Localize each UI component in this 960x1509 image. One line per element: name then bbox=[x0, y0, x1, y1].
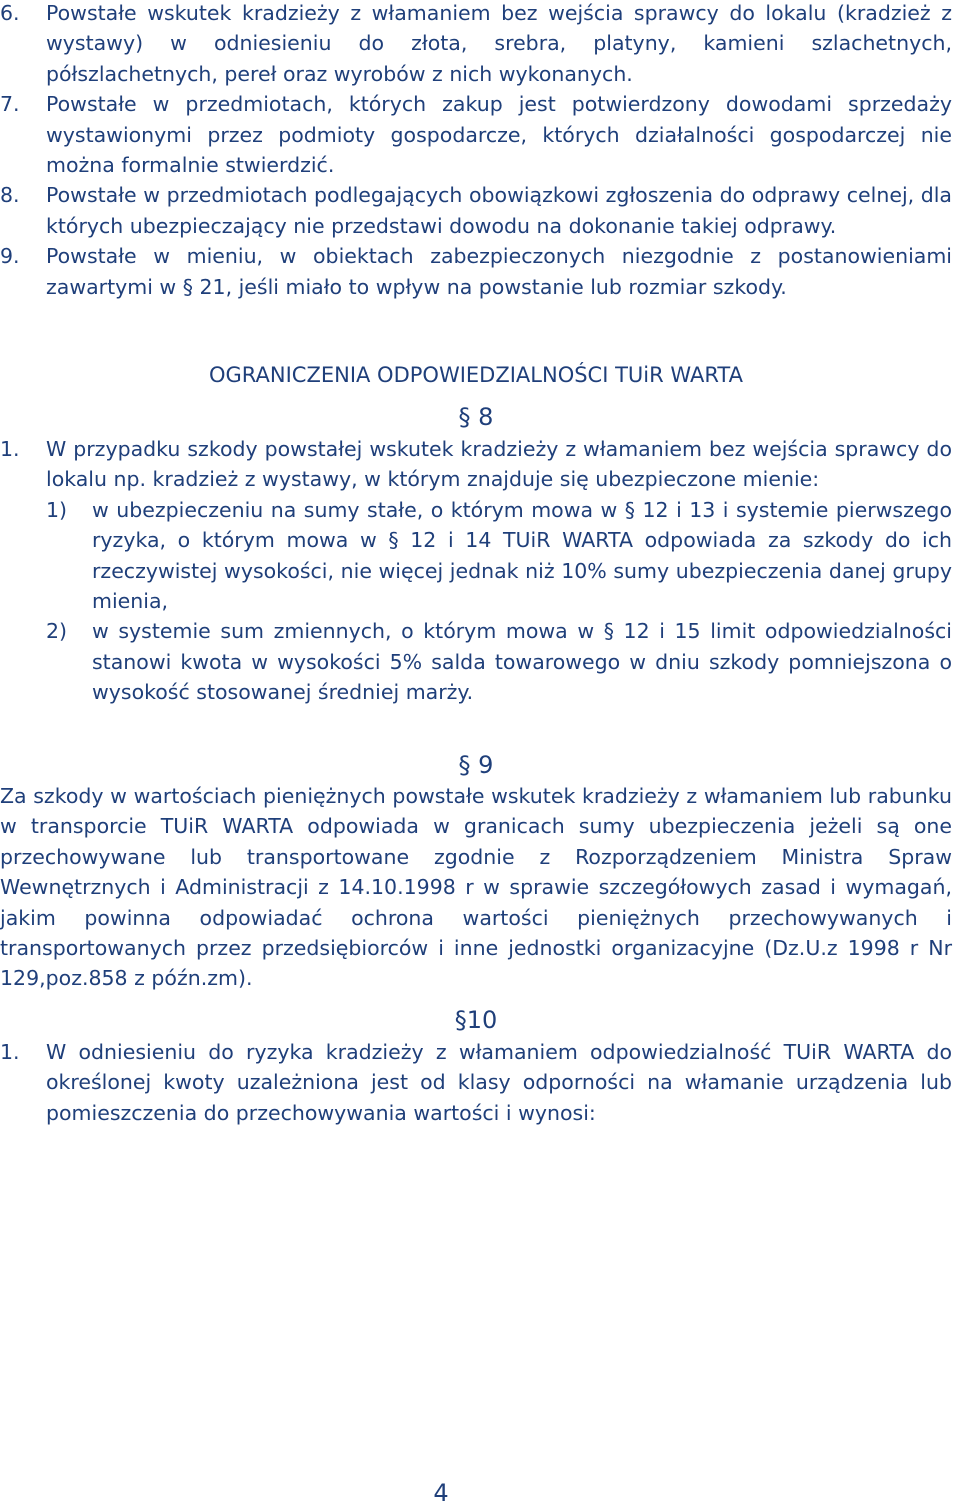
item-text: Powstałe w przedmiotach podlegających obowiązkowi zgłoszenia do odprawy celnej, dla których ubezpieczający nie przedstawi dowodu na dokonanie takiej odprawy. bbox=[46, 183, 952, 238]
item-text: Powstałe w przedmiotach, których zakup jest potwierdzony dowodami sprzedaży wystawionymi przez podmioty gospodarcze, których działalności gospodarczej nie można formalnie stwierdzić. bbox=[46, 92, 952, 178]
list-item bbox=[0, 0, 952, 89]
item-text: W przypadku szkody powstałej wskutek kradzieży z włamaniem bez wejścia sprawcy do lokalu np. kradzież z wystawy, w którym znajduje się ubezpieczone mienie: bbox=[46, 437, 952, 492]
section-heading: OGRANICZENIA ODPOWIEDZIALNOŚCI TUiR WARTA bbox=[208, 363, 743, 387]
sub-list-item bbox=[0, 616, 952, 707]
item-text: Powstałe w mieniu, w obiektach zabezpieczonych niezgodnie z postanowieniami zawartymi w § 21, jeśli miało to wpływ na powstanie lub rozmiar szkody. bbox=[46, 244, 952, 299]
sub-item-number: 1) bbox=[46, 497, 68, 522]
list-item bbox=[0, 89, 952, 180]
paragraph-9-label: § 9 bbox=[458, 751, 494, 779]
item-number: 1. bbox=[0, 1040, 20, 1064]
page-number: 4 bbox=[433, 1479, 449, 1507]
sub-item-text: w systemie sum zmiennych, o którym mowa w § 12 i 15 limit odpowiedzialności stanowi kwota w wysokości 5% salda towarowego w dniu szkody pomniejszona o wysokość stosowanej średniej marży. bbox=[92, 619, 952, 705]
list-item bbox=[0, 180, 952, 241]
item-number: 9. bbox=[0, 244, 20, 269]
item-number: 8. bbox=[0, 183, 20, 208]
item-number: 6. bbox=[0, 1, 20, 25]
list-item bbox=[0, 241, 952, 302]
list-item bbox=[0, 1037, 952, 1128]
item-text: Powstałe wskutek kradzieży z włamaniem bez wejścia sprawcy do lokalu (kradzież z wystawy) w odniesieniu do złota, srebra, platyny, kamieni szlachetnych, półszlachetnych, pereł oraz wyrobów z nich wykonanych. bbox=[46, 1, 952, 86]
item-number: 1. bbox=[0, 437, 20, 461]
sub-item-text: w ubezpieczeniu na sumy stałe, o którym mowa w § 12 i 13 i systemie pierwszego ryzyka, o którym mowa w § 12 i 14 TUiR WARTA odpowiada za szkody do ich rzeczywistej wysokości, nie więcej jednak niż 10% sumy ubezpieczenia danej grupy mienia, bbox=[92, 497, 952, 614]
item-text: W odniesieniu do ryzyka kradzieży z włamaniem odpowiedzialność TUiR WARTA do określonej kwoty uzależniona jest od klasy odporności na włamanie urządzenia lub pomieszczenia do przechowywania wartości i wynosi: bbox=[46, 1040, 952, 1125]
sub-item-number: 2) bbox=[46, 619, 68, 644]
paragraph-9-text: Za szkody w wartościach pieniężnych powstałe wskutek kradzieży z włamaniem lub rabunku w transporcie TUiR WARTA odpowiada w granicach sumy ubezpieczenia jeżeli są one przechowywane lub transportowane zgodnie z Rozporządzeniem Ministra Spraw Wewnętrznych i Administracji z 14.10.1998 r w sprawie szczegółowych zasad i wymagań, jakim powinna odpowiadać ochrona wartości pieniężnych przechowywanych i transportowanych przez przedsiębiorców i inne jednostki organizacyjne (Dz.U.z 1998 r Nr 129,poz.858 z późn.zm). bbox=[0, 784, 952, 991]
paragraph-10-body bbox=[0, 1037, 952, 1128]
paragraph-8-label: § 8 bbox=[458, 403, 494, 431]
paragraph-10-label: §10 bbox=[454, 1006, 498, 1034]
sub-list-item bbox=[0, 495, 952, 617]
paragraph-8-body bbox=[0, 434, 952, 708]
list-item bbox=[0, 434, 952, 495]
exclusions-list bbox=[0, 0, 952, 302]
item-number: 7. bbox=[0, 92, 20, 117]
